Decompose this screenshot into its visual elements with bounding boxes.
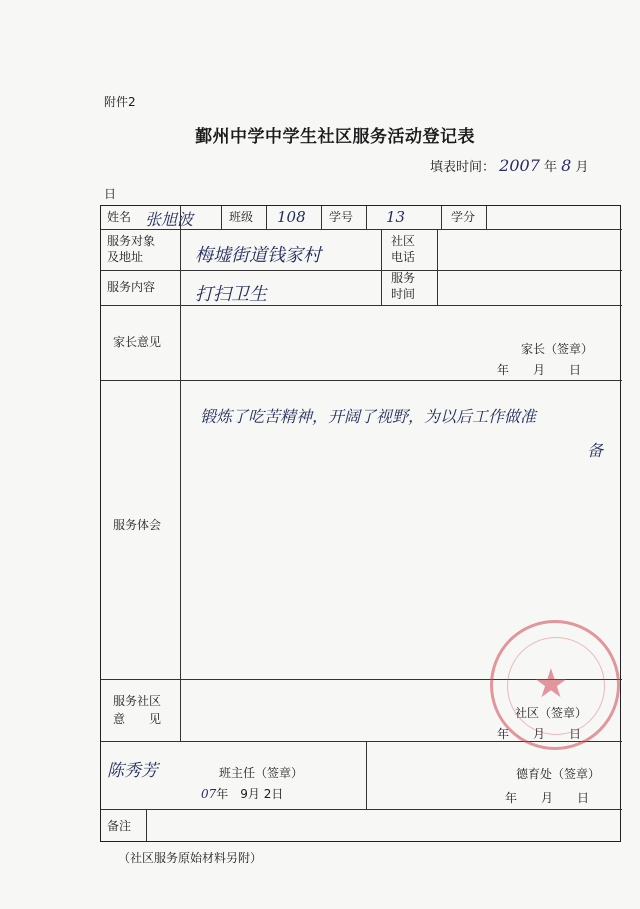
experience-text-line1: 锻炼了吃苦精神，开阔了视野，为以后工作做准: [200, 407, 537, 426]
moral-office-sign-label: 德育处（签章）: [516, 767, 601, 781]
fill-time-label: 填表时间：: [430, 160, 496, 175]
student-id-value: 13: [386, 208, 406, 226]
class-label: 班级: [229, 210, 254, 224]
community-opinion-label-1: 服务社区: [113, 694, 162, 708]
fill-year: 2007: [499, 156, 540, 175]
name-label: 姓名: [107, 210, 132, 224]
service-time-label-2: 时间: [391, 287, 416, 301]
footnote: （社区服务原始材料另附）: [118, 851, 263, 865]
page-title: 鄞州中学中学生社区服务活动登记表: [195, 127, 475, 147]
community-opinion-label-2: 意 见: [113, 712, 162, 726]
experience-text-line2: 备: [587, 441, 604, 460]
class-value: 108: [277, 208, 306, 226]
parent-opinion-label: 家长意见: [113, 335, 162, 349]
remarks-label: 备注: [107, 819, 132, 833]
name-value: 张旭波: [145, 210, 194, 229]
community-date: 年 月 日: [497, 727, 582, 741]
seal-star-icon: ★: [533, 661, 569, 707]
community-seal: [490, 620, 620, 750]
year-unit: 年: [544, 160, 558, 175]
fill-time: [430, 156, 589, 175]
teacher-date-year: 07: [201, 787, 217, 801]
community-phone-label-1: 社区: [391, 234, 416, 248]
teacher-sign-label: 班主任（签章）: [219, 766, 304, 780]
credit-label: 学分: [451, 210, 476, 224]
month-unit: 月: [575, 160, 589, 175]
fill-month: 8: [561, 156, 572, 175]
teacher-date: [201, 787, 283, 801]
teacher-signature: 陈秀芳: [107, 761, 158, 781]
service-time-label-1: 服务: [391, 271, 416, 285]
parent-date: 年 月 日: [497, 363, 582, 377]
attachment-label: 附件2: [104, 95, 136, 109]
service-content-label: 服务内容: [107, 280, 156, 294]
service-target-label-2: 及地址: [107, 250, 144, 264]
service-target-value: 梅墟街道钱家村: [195, 245, 321, 266]
community-phone-label-2: 电话: [391, 250, 416, 264]
community-sign-label: 社区（签章）: [515, 706, 588, 720]
moral-office-date: 年 月 日: [505, 791, 590, 805]
service-content-value: 打扫卫生: [195, 284, 267, 305]
experience-label: 服务体会: [113, 518, 162, 532]
parent-sign-label: 家长（签章）: [521, 342, 594, 356]
teacher-date-rest: 年 9月 2日: [216, 787, 284, 801]
service-target-label-1: 服务对象: [107, 234, 156, 248]
day-unit: 日: [104, 187, 117, 201]
student-id-label: 学号: [329, 210, 354, 224]
